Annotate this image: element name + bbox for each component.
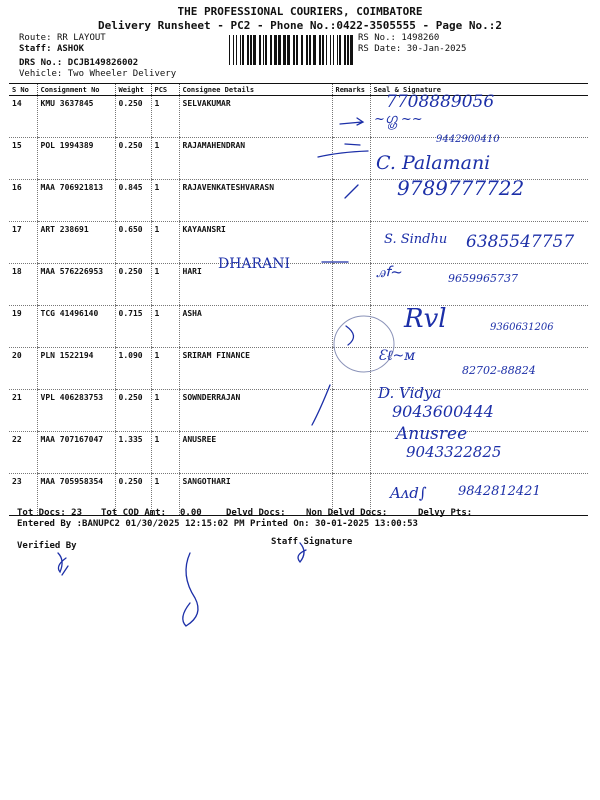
sig-17-name: S. Sindhu [384,232,448,247]
barcode-bar [333,35,334,65]
cell-remarks [332,390,370,432]
cell-weight: 0.715 [115,306,151,348]
cell-pcs: 1 [151,180,179,222]
cell-consignee: SANGOTHARI [179,474,332,516]
barcode-bar [283,35,286,65]
cell-remarks [332,432,370,474]
remark-18-name: DHARANI [218,256,290,272]
rs-date: RS Date: 30-Jan-2025 [358,44,467,54]
barcode-bar [293,35,295,65]
cell-pcs: 1 [151,390,179,432]
cell-consignee: HARI [179,264,332,306]
route-label: Route: [19,33,52,43]
scrawl-signature [183,553,198,626]
barcode-bar [265,35,267,65]
cell-pcs: 1 [151,138,179,180]
cell-consignment: ART 238691 [37,222,115,264]
cell-signature [370,306,588,348]
barcode-bar [337,35,338,65]
sig-20-phone: 82702-88824 [462,364,536,377]
total-cod-value: 0.00 [180,508,202,518]
sig-20-mark: Ɛℓ~ᴍ [378,348,416,364]
non-delivered-docs: Non Delvd Docs: [306,508,388,518]
cell-pcs: 1 [151,348,179,390]
sig-18-mark: ꭿꬵ~ [376,263,403,281]
vehicle-line: Vehicle: Two Wheeler Delivery [19,69,177,79]
sig-16-name: C. Palamani [376,152,491,174]
cell-sno: 18 [9,264,37,306]
barcode-bar [319,35,321,65]
cell-weight: 0.845 [115,180,151,222]
cell-remarks [332,96,370,138]
printed-on: Printed On: 30-01-2025 13:00:53 [250,519,418,529]
cell-consignment: VPL 406283753 [37,390,115,432]
barcode-bar [247,35,249,65]
table-row [9,138,588,180]
cell-pcs: 1 [151,96,179,138]
barcode-bar [236,35,237,65]
cell-consignment: MAA 706921813 [37,180,115,222]
barcode-graphic [228,35,354,65]
cell-sno: 20 [9,348,37,390]
barcode-bar [233,35,234,65]
cell-remarks [332,264,370,306]
drs-value: DCJB149826002 [67,58,139,68]
barcode-bar [313,35,316,65]
company-title: THE PROFESSIONAL COURIERS, COIMBATORE [177,5,423,18]
barcode-bar [259,35,261,65]
cell-consignment: TCG 41496140 [37,306,115,348]
sig-16-phone: 9789777722 [397,176,525,200]
delivery-points: Delvy Pts: [418,508,473,518]
col-consignment: Consignment No [37,84,115,96]
col-signature: Seal & Signature [370,84,588,96]
sig-14-scribble: ~ഗ്ഗ്ര ~~ [374,112,423,127]
runsheet-subtitle: Delivery Runsheet - PC2 - Phone No.:0422-3505555 - Page No.:2 [98,19,502,32]
table-row [9,390,588,432]
cell-weight: 0.250 [115,138,151,180]
barcode-bar [229,35,230,65]
col-consignee: Consignee Details [179,84,332,96]
barcode-bar [347,35,349,65]
staff-line [19,44,84,54]
barcode-bar [270,35,272,65]
barcode-bar [287,35,290,65]
sig-15-phone: 9442900410 [436,134,500,145]
staff-signature-label: Staff Signature [271,537,353,547]
barcode-bar [274,35,277,65]
route-value: RR LAYOUT [56,33,106,43]
staff-label: Staff: [19,44,52,54]
barcode-bar [306,35,308,65]
cell-weight: 0.650 [115,222,151,264]
sig-22-name: Anusree [396,424,468,444]
cell-consignee: ANUSREE [179,432,332,474]
col-remarks: Remarks [332,84,370,96]
barcode-bar [296,35,298,65]
barcode-bar [240,35,241,65]
cell-consignment: KMU 3637845 [37,96,115,138]
barcode-bar [253,35,256,65]
col-weight: Weight [115,84,151,96]
cell-weight: 0.250 [115,474,151,516]
barcode-bar [263,35,264,65]
cell-consignee: RAJAMAHENDRAN [179,138,332,180]
sig-18-phone: 9659965737 [448,272,518,285]
sig-19-phone: 9360631206 [490,322,554,333]
cell-remarks [332,138,370,180]
cell-consignee: ASHA [179,306,332,348]
cell-sno: 22 [9,432,37,474]
cell-consignment: MAA 707167047 [37,432,115,474]
barcode-bar [339,35,341,65]
delivered-docs: Delvd Docs: [226,508,286,518]
rs-number: RS No.: 1498260 [358,33,440,43]
drs-label: DRS No.: [19,58,63,68]
cell-consignee: SELVAKUMAR [179,96,332,138]
col-sno: S No [9,84,37,96]
cell-remarks [332,222,370,264]
sig-22-phone: 9043322825 [406,443,502,461]
drs-line [19,58,138,68]
cell-sno: 16 [9,180,37,222]
cell-consignee: KAYAANSRI [179,222,332,264]
cell-pcs: 1 [151,222,179,264]
cell-pcs: 1 [151,306,179,348]
barcode-bar [309,35,311,65]
sig-14-phone: 7708889056 [386,92,495,112]
barcode-bar [350,35,353,65]
cell-consignee: SRIRAM FINANCE [179,348,332,390]
entered-by: Entered By :BANUPC2 01/30/2025 12:15:02 PM [17,519,245,529]
total-cod-label: Tot COD Amt: [101,508,167,518]
cell-consignment: MAA 576226953 [37,264,115,306]
barcode [228,35,354,65]
cell-consignment: MAA 705958354 [37,474,115,516]
cell-remarks [332,348,370,390]
route-line [19,33,106,43]
cell-remarks [332,306,370,348]
total-docs: Tot Docs: 23 [17,508,83,518]
barcode-bar [330,35,331,65]
cell-consignee: RAJAVENKATESHVARASN [179,180,332,222]
barcode-bar [250,35,252,65]
cell-consignment: POL 1994389 [37,138,115,180]
barcode-bar [344,35,346,65]
barcode-bar [301,35,303,65]
cell-remarks [332,180,370,222]
cell-consignee: SOWNDERRAJAN [179,390,332,432]
cell-sno: 14 [9,96,37,138]
cell-weight: 1.335 [115,432,151,474]
cell-pcs: 1 [151,432,179,474]
sig-21-name: D. Vidya [378,384,442,402]
table-header-row [9,84,588,96]
cell-sno: 21 [9,390,37,432]
barcode-bar [322,35,324,65]
cell-pcs: 1 [151,474,179,516]
sig-23-mark: Aᴧd∫ [390,484,427,502]
verified-by-label: Verified By [17,541,77,551]
cell-sno: 17 [9,222,37,264]
barcode-bar [326,35,327,65]
cell-sno: 19 [9,306,37,348]
cell-weight: 0.250 [115,390,151,432]
barcode-bar [278,35,281,65]
cell-weight: 0.250 [115,264,151,306]
sig-23-phone: 9842812421 [458,484,541,499]
staff-value: ASHOK [56,44,85,54]
sig-21-phone: 9043600444 [392,402,494,421]
barcode-bar [242,35,244,65]
sig-19-mark: Rvl [404,304,447,334]
cell-weight: 1.090 [115,348,151,390]
cell-sno: 23 [9,474,37,516]
cell-pcs: 1 [151,264,179,306]
table-row [9,96,588,138]
cell-consignment: PLN 1522194 [37,348,115,390]
verified-signature [58,553,68,575]
sig-17-phone: 6385547757 [466,232,575,252]
cell-sno: 15 [9,138,37,180]
cell-weight: 0.250 [115,96,151,138]
col-pcs: PCS [151,84,179,96]
